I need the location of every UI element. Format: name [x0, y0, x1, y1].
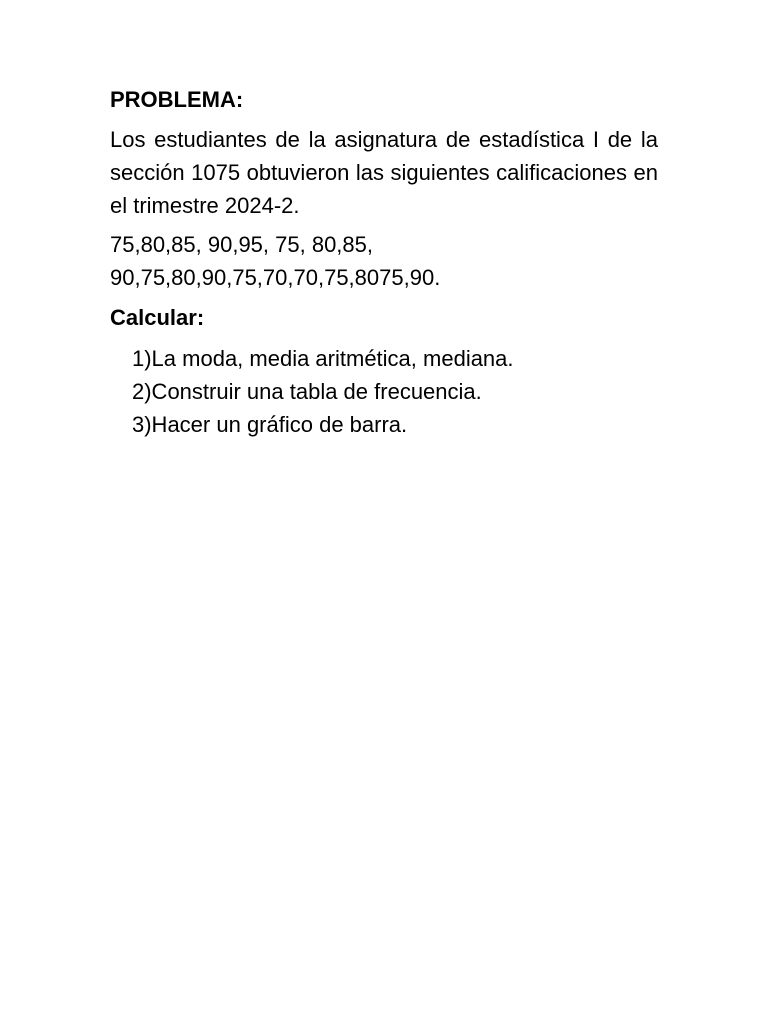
problem-heading: PROBLEMA: [110, 87, 244, 112]
grades-line-2: 90,75,80,90,75,70,70,75,8075,90. [110, 265, 441, 290]
task-item-3: 3)Hacer un gráfico de barra. [132, 412, 408, 437]
document-page [110, 86, 658, 441]
grades-list [110, 228, 658, 294]
grades-line-1: 75,80,85, 90,95, 75, 80,85, [110, 232, 374, 257]
task-list [110, 342, 658, 441]
task-item-2: 2)Construir una tabla de frecuencia. [132, 379, 482, 404]
calculate-heading: Calcular: [110, 305, 205, 330]
task-item-1: 1)La moda, media aritmética, mediana. [132, 346, 514, 371]
problem-statement: Los estudiantes de la asignatura de estadística I de la sección 1075 obtuvieron las siguientes calificaciones en el trimestre 2024-2. [110, 127, 658, 218]
